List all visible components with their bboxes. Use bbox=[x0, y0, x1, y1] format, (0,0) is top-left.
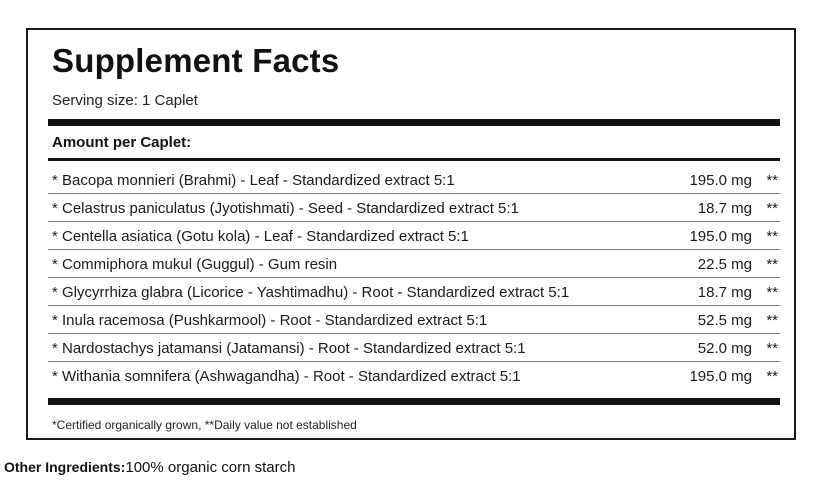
ingredient-name: * Nardostachys jatamansi (Jatamansi) - Root - Standardized extract 5:1 bbox=[52, 340, 526, 357]
thick-divider-top bbox=[48, 119, 780, 126]
ingredient-row bbox=[48, 278, 780, 306]
ingredient-amount: 52.0 mg bbox=[697, 340, 752, 357]
thick-divider-bottom bbox=[48, 398, 780, 405]
ingredient-name: * Bacopa monnieri (Brahmi) - Leaf - Standardized extract 5:1 bbox=[52, 172, 455, 189]
supplement-facts-panel bbox=[26, 28, 796, 440]
daily-value-mark: ** bbox=[766, 256, 778, 273]
ingredient-row bbox=[48, 222, 780, 250]
ingredient-amount: 22.5 mg bbox=[697, 256, 752, 273]
serving-size: Serving size: 1 Caplet bbox=[52, 92, 198, 109]
amount-per-serving-header: Amount per Caplet: bbox=[52, 134, 192, 151]
other-ingredients bbox=[4, 459, 295, 476]
ingredient-amount: 195.0 mg bbox=[689, 228, 752, 245]
footnote: *Certified organically grown, **Daily value not established bbox=[52, 418, 357, 432]
daily-value-mark: ** bbox=[766, 284, 778, 301]
daily-value-mark: ** bbox=[766, 340, 778, 357]
ingredient-name: * Commiphora mukul (Guggul) - Gum resin bbox=[52, 256, 338, 273]
ingredient-row bbox=[48, 166, 780, 194]
ingredient-row bbox=[48, 194, 780, 222]
ingredient-name: * Centella asiatica (Gotu kola) - Leaf - Standardized extract 5:1 bbox=[52, 228, 469, 245]
medium-divider bbox=[48, 158, 780, 161]
ingredient-amount: 195.0 mg bbox=[689, 368, 752, 385]
daily-value-mark: ** bbox=[766, 368, 778, 385]
daily-value-mark: ** bbox=[766, 228, 778, 245]
ingredient-name: * Inula racemosa (Pushkarmool) - Root - Standardized extract 5:1 bbox=[52, 312, 488, 329]
ingredient-row bbox=[48, 250, 780, 278]
ingredient-name: * Withania somnifera (Ashwagandha) - Root - Standardized extract 5:1 bbox=[52, 368, 521, 385]
ingredient-name: * Glycyrrhiza glabra (Licorice - Yashtimadhu) - Root - Standardized extract 5:1 bbox=[52, 284, 570, 301]
daily-value-mark: ** bbox=[766, 172, 778, 189]
daily-value-mark: ** bbox=[766, 312, 778, 329]
other-ingredients-label: Other Ingredients: bbox=[4, 459, 126, 475]
ingredient-amount: 18.7 mg bbox=[697, 200, 752, 217]
daily-value-mark: ** bbox=[766, 200, 778, 217]
other-ingredients-value: 100% organic corn starch bbox=[125, 459, 296, 476]
ingredient-row bbox=[48, 306, 780, 334]
ingredient-list bbox=[48, 166, 780, 390]
ingredient-amount: 52.5 mg bbox=[697, 312, 752, 329]
ingredient-name: * Celastrus paniculatus (Jyotishmati) - Seed - Standardized extract 5:1 bbox=[52, 200, 519, 217]
panel-title: Supplement Facts bbox=[52, 42, 340, 79]
ingredient-amount: 195.0 mg bbox=[689, 172, 752, 189]
ingredient-row bbox=[48, 334, 780, 362]
ingredient-amount: 18.7 mg bbox=[697, 284, 752, 301]
ingredient-row bbox=[48, 362, 780, 390]
